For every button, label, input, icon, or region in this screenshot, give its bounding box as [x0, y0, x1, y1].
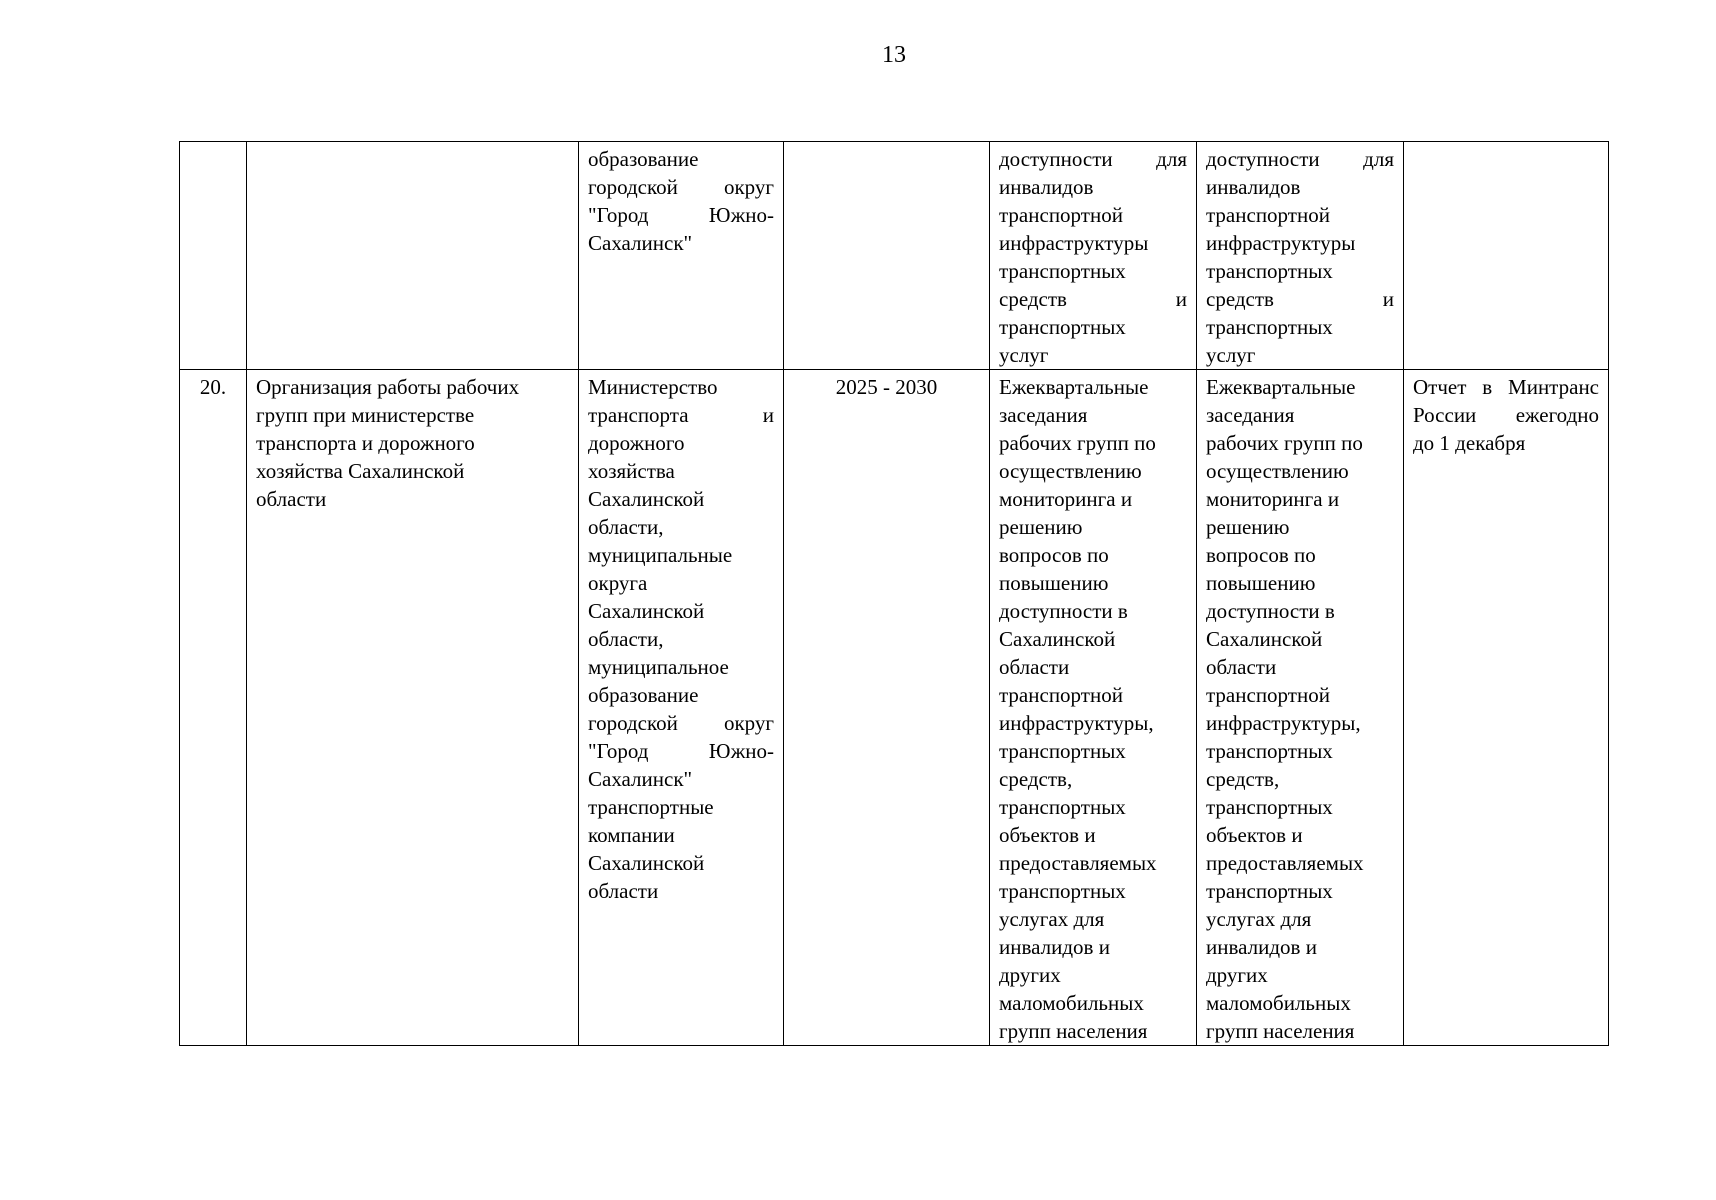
cell-period: 2025 - 2030	[784, 370, 990, 1046]
cell-text-line: области	[999, 655, 1070, 679]
cell-number: 20.	[180, 370, 247, 1046]
cell-text-line: объектов и	[999, 823, 1096, 847]
table-row-continuation	[180, 142, 1609, 370]
cell-text-line: муниципальное	[588, 655, 729, 679]
cell-text-line: предоставляемых	[999, 851, 1157, 875]
cell-text-line: транспортной	[999, 683, 1123, 707]
cell-text-line: повышению	[1206, 571, 1316, 595]
cell-text-line: Сахалинской	[999, 627, 1116, 651]
cell-text-line: области	[1206, 655, 1277, 679]
cell-text-line: инфраструктуры,	[1206, 711, 1361, 735]
cell-indicator	[1197, 142, 1404, 370]
cell-text-line: России ежегодно	[1413, 403, 1599, 427]
cell-text-line: других	[999, 963, 1061, 987]
cell-text-line: групп населения	[1206, 1019, 1355, 1043]
cell-report	[1404, 370, 1609, 1046]
cell-text-line: транспортных	[999, 259, 1126, 283]
cell-text-line: объектов и	[1206, 823, 1303, 847]
cell-text-line: Организация работы рабочих	[256, 375, 520, 399]
cell-text-line: транспортных	[999, 739, 1126, 763]
cell-text-line: инвалидов	[999, 175, 1094, 199]
cell-text-line: инфраструктуры,	[999, 711, 1154, 735]
cell-text-line: транспорта и	[588, 403, 774, 427]
cell-text-line: заседания	[999, 403, 1088, 427]
cell-text-line: рабочих групп по	[999, 431, 1156, 455]
cell-period	[784, 142, 990, 370]
cell-text-line: дорожного	[588, 431, 685, 455]
cell-text-line: средств и	[1206, 287, 1394, 311]
cell-text-line: Сахалинск"	[588, 767, 693, 791]
cell-text-line: вопросов по	[999, 543, 1109, 567]
cell-text-line: осуществлению	[1206, 459, 1349, 483]
table-row-20	[180, 370, 1609, 1046]
cell-text-line: транспортных	[1206, 879, 1333, 903]
cell-result	[990, 142, 1197, 370]
cell-text-line: инфраструктуры	[999, 231, 1149, 255]
cell-text-line: образование	[588, 683, 699, 707]
cell-text-line: повышению	[999, 571, 1109, 595]
cell-text-line: Сахалинской	[588, 599, 705, 623]
cell-text-line: средств,	[1206, 767, 1280, 791]
cell-text-line: до 1 декабря	[1413, 431, 1526, 455]
cell-text-line: области,	[588, 627, 664, 651]
cell-text-line: транспортной	[1206, 683, 1330, 707]
cell-text-line: округа	[588, 571, 648, 595]
cell-text-line: средств,	[999, 767, 1073, 791]
cell-report	[1404, 142, 1609, 370]
cell-text-line: осуществлению	[999, 459, 1142, 483]
cell-text-line: доступности для	[999, 147, 1187, 171]
cell-text-line: групп населения	[999, 1019, 1148, 1043]
page-number: 13	[882, 42, 906, 68]
cell-text-line: рабочих групп по	[1206, 431, 1363, 455]
cell-text-line: транспортных	[1206, 739, 1333, 763]
cell-text-line: Сахалинской	[1206, 627, 1323, 651]
cell-text-line: доступности в	[999, 599, 1128, 623]
cell-text-line: транспортных	[999, 315, 1126, 339]
cell-text-line: "Город Южно-	[588, 203, 774, 227]
cell-text-line: Министерство	[588, 375, 718, 399]
cell-executors	[579, 142, 784, 370]
cell-text-line: мониторинга и	[1206, 487, 1340, 511]
cell-text-line: области	[588, 879, 659, 903]
cell-text-line: инфраструктуры	[1206, 231, 1356, 255]
cell-text-line: области	[256, 487, 327, 511]
cell-text-line: транспортных	[1206, 795, 1333, 819]
cell-text-line: Ежеквартальные	[1206, 375, 1356, 399]
cell-text-line: услуг	[999, 343, 1049, 367]
cell-text-line: компании	[588, 823, 675, 847]
cell-text-line: городской округ	[588, 711, 774, 735]
cell-text-line: инвалидов и	[1206, 935, 1317, 959]
cell-text-line: транспортные	[588, 795, 714, 819]
cell-text-line: Отчет в Минтранс	[1413, 375, 1599, 399]
cell-event	[247, 370, 579, 1046]
cell-executors	[579, 370, 784, 1046]
cell-text-line: инвалидов	[1206, 175, 1301, 199]
cell-text-line: заседания	[1206, 403, 1295, 427]
cell-result	[990, 370, 1197, 1046]
measures-table	[179, 141, 1609, 1046]
cell-text-line: предоставляемых	[1206, 851, 1364, 875]
cell-text-line: услуг	[1206, 343, 1256, 367]
cell-text-line: образование	[588, 147, 699, 171]
cell-text-line: маломобильных	[1206, 991, 1351, 1015]
cell-text-line: Сахалинской	[588, 851, 705, 875]
cell-text-line: хозяйства Сахалинской	[256, 459, 465, 483]
cell-text-line: услугах для	[999, 907, 1105, 931]
cell-text-line: транспортных	[1206, 259, 1333, 283]
cell-text-line: мониторинга и	[999, 487, 1133, 511]
cell-text-line: инвалидов и	[999, 935, 1110, 959]
cell-text-line: транспорта и дорожного	[256, 431, 475, 455]
cell-indicator	[1197, 370, 1404, 1046]
cell-number	[180, 142, 247, 370]
cell-text-line: транспортных	[999, 795, 1126, 819]
cell-text-line: транспортных	[1206, 315, 1333, 339]
cell-text-line: области,	[588, 515, 664, 539]
cell-text-line: решению	[999, 515, 1083, 539]
cell-text-line: других	[1206, 963, 1268, 987]
cell-text-line: Сахалинск"	[588, 231, 693, 255]
cell-text-line: услугах для	[1206, 907, 1312, 931]
cell-text-line: маломобильных	[999, 991, 1144, 1015]
cell-text-line: Сахалинской	[588, 487, 705, 511]
cell-text-line: решению	[1206, 515, 1290, 539]
cell-text-line: муниципальные	[588, 543, 733, 567]
cell-text-line: групп при министерстве	[256, 403, 475, 427]
cell-text-line: хозяйства	[588, 459, 675, 483]
cell-text-line: транспортных	[999, 879, 1126, 903]
cell-event	[247, 142, 579, 370]
cell-text-line: транспортной	[999, 203, 1123, 227]
cell-text-line: доступности для	[1206, 147, 1394, 171]
cell-text-line: вопросов по	[1206, 543, 1316, 567]
cell-text-line: Ежеквартальные	[999, 375, 1149, 399]
cell-text-line: городской округ	[588, 175, 774, 199]
cell-text-line: "Город Южно-	[588, 739, 774, 763]
cell-text-line: транспортной	[1206, 203, 1330, 227]
cell-text-line: доступности в	[1206, 599, 1335, 623]
cell-text-line: средств и	[999, 287, 1187, 311]
